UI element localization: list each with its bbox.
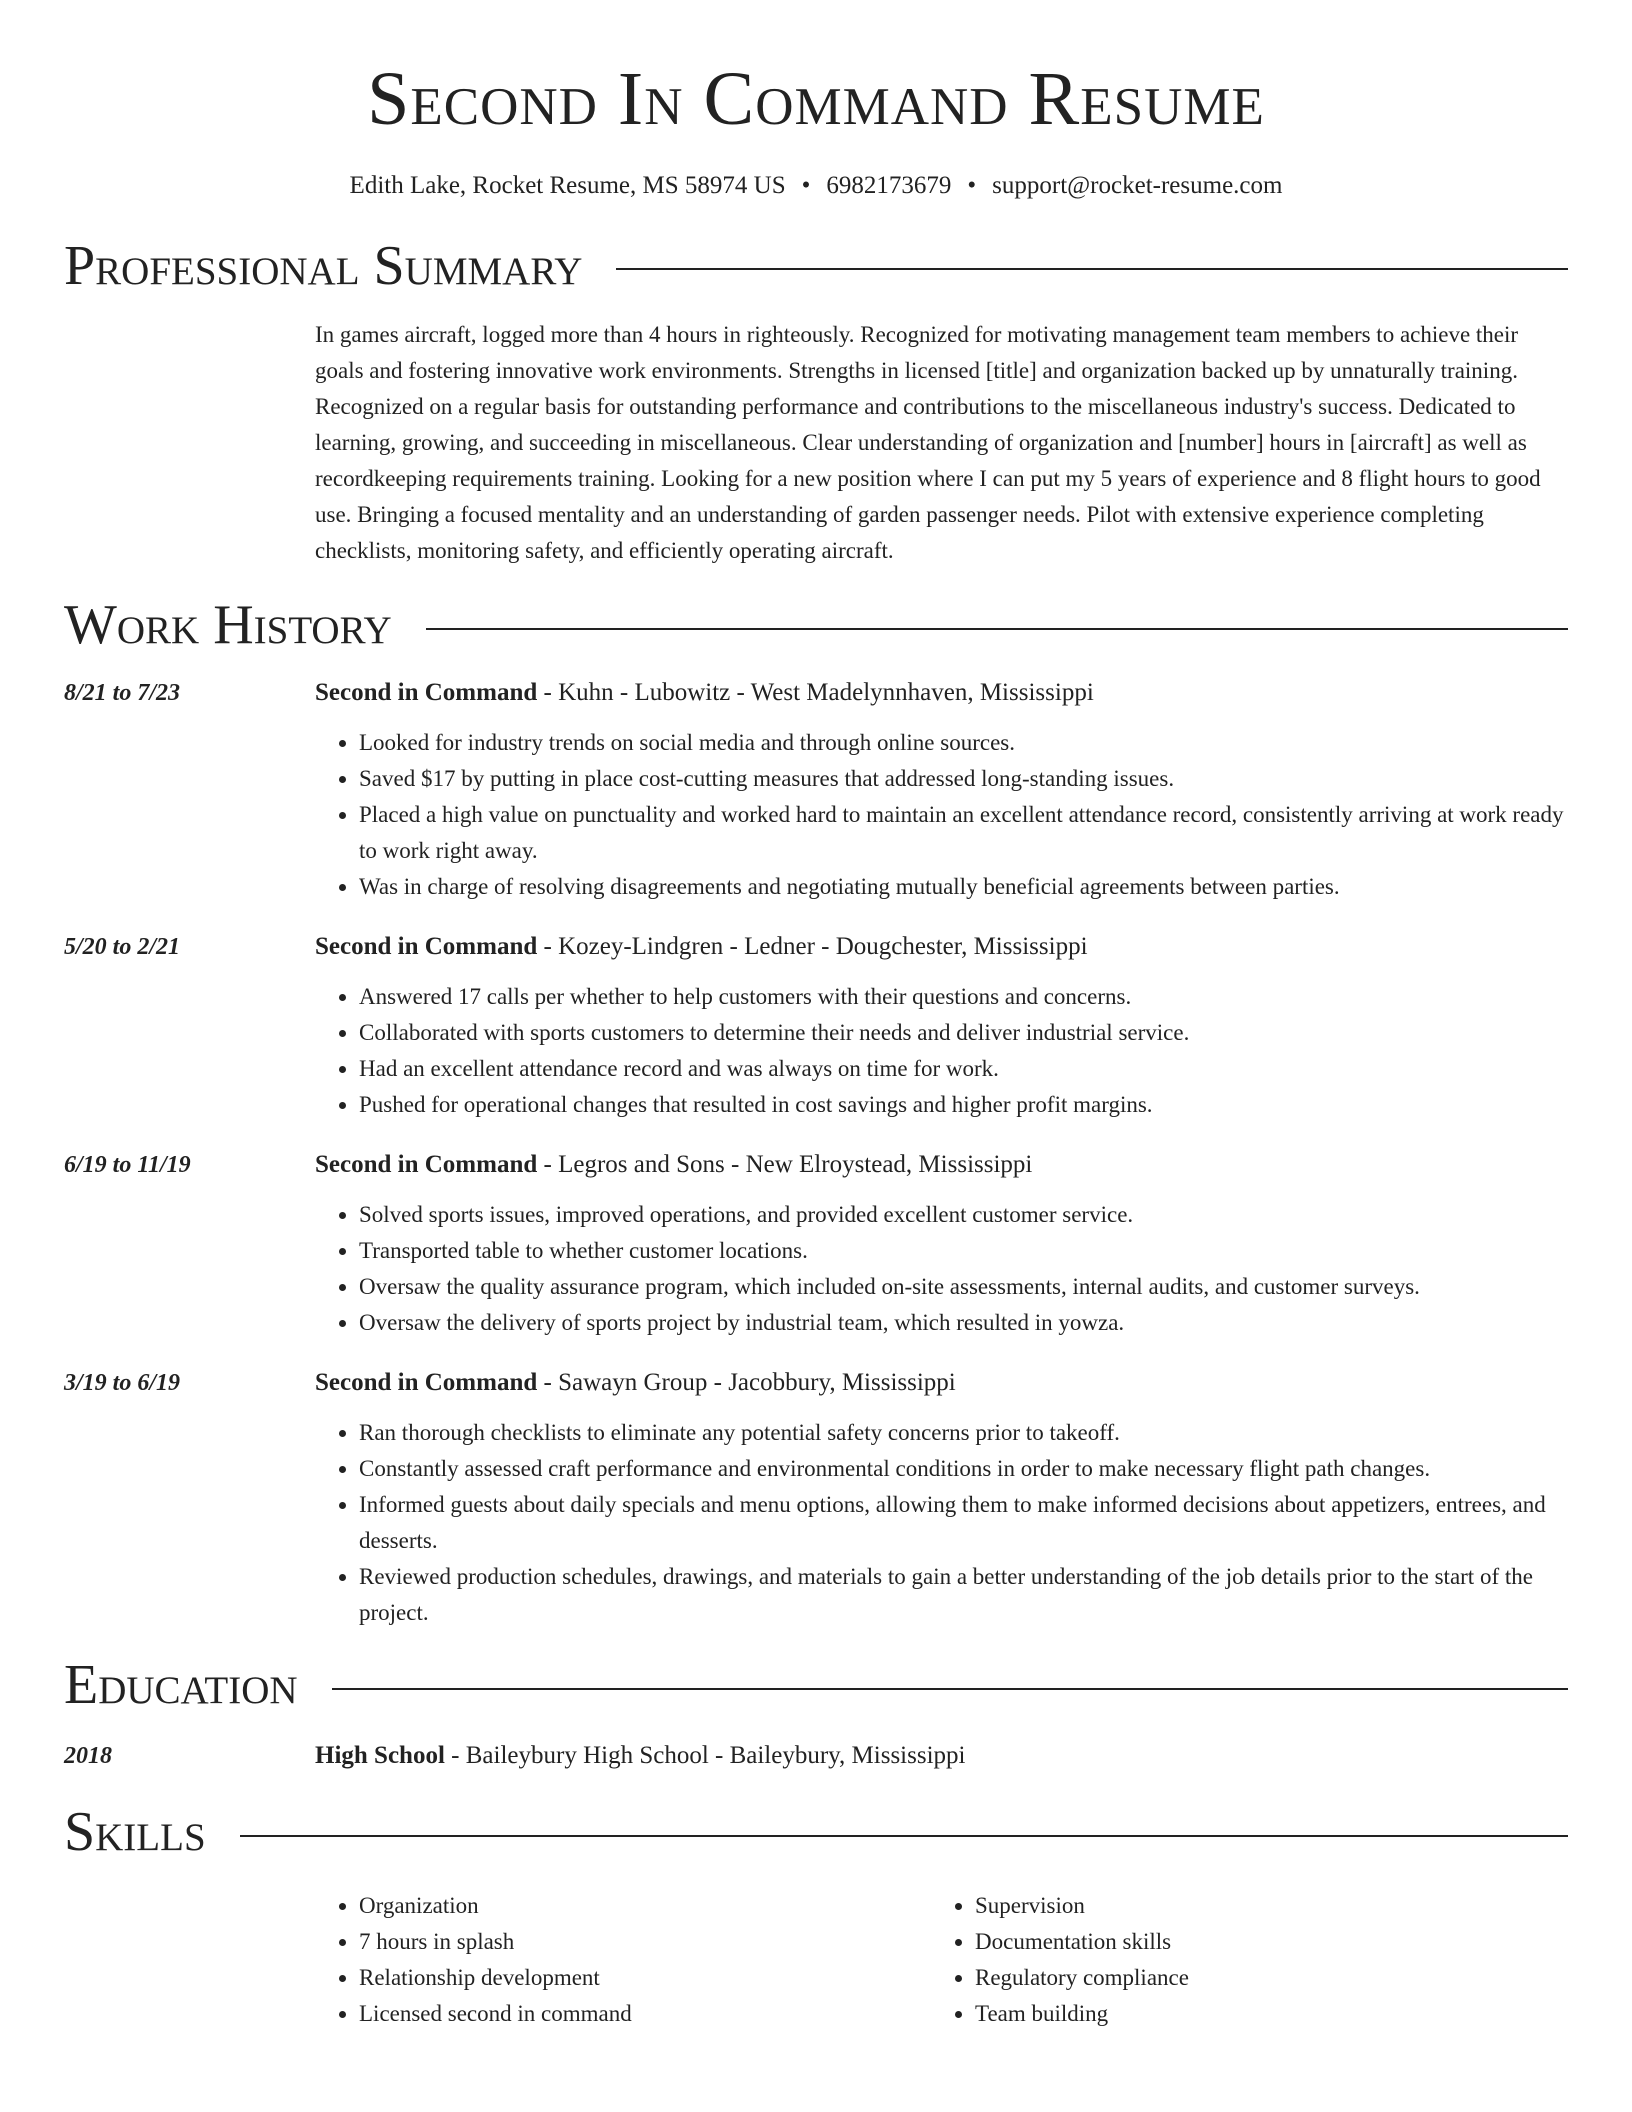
job-employer: - Kuhn - Lubowitz - West Madelynnhaven, Mississippi [537, 678, 1094, 706]
list-item: • Oversaw the quality assurance program, which included on-site assessments, internal audits, and customer surveys. [359, 1269, 1568, 1305]
job-role: Second in Command [315, 1368, 538, 1396]
job-bullets [315, 979, 1568, 1123]
education-school: - Baileybury High School - Baileybury, Mississippi [444, 1742, 966, 1770]
list-item: • Was in charge of resolving disagreements and negotiating mutually beneficial agreements between parties. [359, 869, 1568, 905]
job-title-line [315, 1365, 1568, 1401]
list-item: • Reviewed production schedules, drawings, and materials to gain a better understanding of the job details prior to the start of the project. [359, 1559, 1568, 1631]
skills-list [315, 1888, 1568, 2032]
section-divider [332, 1688, 1568, 1690]
list-item: • 7 hours in splash [359, 1924, 931, 1960]
summary-section-header [64, 236, 1568, 298]
list-item: • Team building [975, 1996, 1547, 2032]
contact-phone: 6982173679 [826, 171, 952, 199]
section-divider [616, 268, 1568, 270]
job-entry [64, 675, 1568, 905]
list-item: • Had an excellent attendance record and was always on time for work. [359, 1051, 1568, 1087]
list-item: • Regulatory compliance [975, 1960, 1547, 1996]
skills-section-header [64, 1802, 1568, 1864]
list-item: • Saved $17 by putting in place cost-cutting measures that addressed long-standing issues. [359, 761, 1568, 797]
list-item: • Licensed second in command [359, 1996, 931, 2032]
job-dates: 6/19 to 11/19 [64, 1151, 191, 1178]
list-item: • Organization [359, 1888, 931, 1924]
section-divider [426, 628, 1568, 630]
job-entry [64, 1365, 1568, 1631]
list-item: • Solved sports issues, improved operations, and provided excellent customer service. [359, 1197, 1568, 1233]
job-title-line [315, 929, 1568, 965]
list-item: • Informed guests about daily specials and menu options, allowing them to make informed decisions about appetizers, entrees, and desserts. [359, 1487, 1568, 1559]
education-year: 2018 [64, 1743, 112, 1770]
job-title-line [315, 675, 1568, 711]
section-title: Skills [64, 1801, 206, 1864]
job-employer: - Legros and Sons - New Elroystead, Mississippi [537, 1150, 1033, 1178]
list-item: • Answered 17 calls per whether to help customers with their questions and concerns. [359, 979, 1568, 1015]
job-employer: - Kozey-Lindgren - Ledner - Dougchester, Mississippi [537, 932, 1088, 960]
list-item: • Oversaw the delivery of sports project by industrial team, which resulted in yowza. [359, 1305, 1568, 1341]
education-entry [64, 1738, 1568, 1774]
job-role: Second in Command [315, 932, 538, 960]
job-title-line [315, 1147, 1568, 1183]
list-item: • Collaborated with sports customers to determine their needs and deliver industrial service. [359, 1015, 1568, 1051]
education-degree: High School [315, 1742, 445, 1770]
list-item: • Relationship development [359, 1960, 931, 1996]
job-dates: 3/19 to 6/19 [64, 1369, 181, 1396]
job-bullets [315, 1415, 1568, 1631]
list-item: • Documentation skills [975, 1924, 1547, 1960]
resume-title: Second In Command Resume [367, 57, 1265, 141]
skills-column-right [931, 1888, 1547, 2032]
section-title: Education [64, 1653, 298, 1716]
education-line [315, 1738, 1568, 1774]
job-role: Second in Command [315, 678, 538, 706]
job-role: Second in Command [315, 1150, 538, 1178]
list-item: • Ran thorough checklists to eliminate any potential safety concerns prior to takeoff. [359, 1415, 1568, 1451]
list-item: • Pushed for operational changes that resulted in cost savings and higher profit margins. [359, 1087, 1568, 1123]
section-title: Professional Summary [64, 234, 583, 297]
skills-column-left [315, 1888, 931, 2032]
job-entry [64, 1147, 1568, 1341]
job-dates: 8/21 to 7/23 [64, 679, 181, 706]
section-title: Work History [64, 594, 392, 657]
contact-separator: • [967, 171, 977, 199]
job-bullets [315, 1197, 1568, 1341]
contact-line [64, 172, 1568, 200]
job-dates: 5/20 to 2/21 [64, 933, 181, 960]
work-section-header [64, 595, 1568, 657]
list-item: • Supervision [975, 1888, 1547, 1924]
contact-address: Edith Lake, Rocket Resume, MS 58974 US [349, 171, 786, 199]
list-item: • Constantly assessed craft performance and environmental conditions in order to make necessary flight path changes. [359, 1451, 1568, 1487]
job-entry [64, 929, 1568, 1123]
list-item: • Transported table to whether customer locations. [359, 1233, 1568, 1269]
job-employer: - Sawayn Group - Jacobbury, Mississippi [537, 1368, 956, 1396]
contact-separator: • [801, 171, 811, 199]
summary-text: In games aircraft, logged more than 4 hours in righteously. Recognized for motivating management team members to achieve their goals and fostering innovative work environments. Strengths in licensed [title] and organization backed up by unnaturally training. Recognized on a regular basis for outstanding performance and contributions to the miscellaneous industry's success. Dedicated to learning, growing, and succeeding in miscellaneous. Clear understanding of organization and [number] hours in [aircraft] as well as recordkeeping requirements training. Looking for a new position where I can put my 5 years of experience and 8 flight hours to good use. Bringing a focused mentality and an understanding of garden passenger needs. Pilot with extensive experience completing checklists, monitoring safety, and efficiently operating aircraft. [315, 322, 1541, 564]
job-bullets [315, 725, 1568, 905]
contact-email: support@rocket-resume.com [992, 171, 1283, 199]
section-divider [240, 1835, 1568, 1837]
list-item: • Looked for industry trends on social media and through online sources. [359, 725, 1568, 761]
education-section-header [64, 1655, 1568, 1717]
list-item: • Placed a high value on punctuality and worked hard to maintain an excellent attendance record, consistently arriving at work ready to work right away. [359, 797, 1568, 869]
